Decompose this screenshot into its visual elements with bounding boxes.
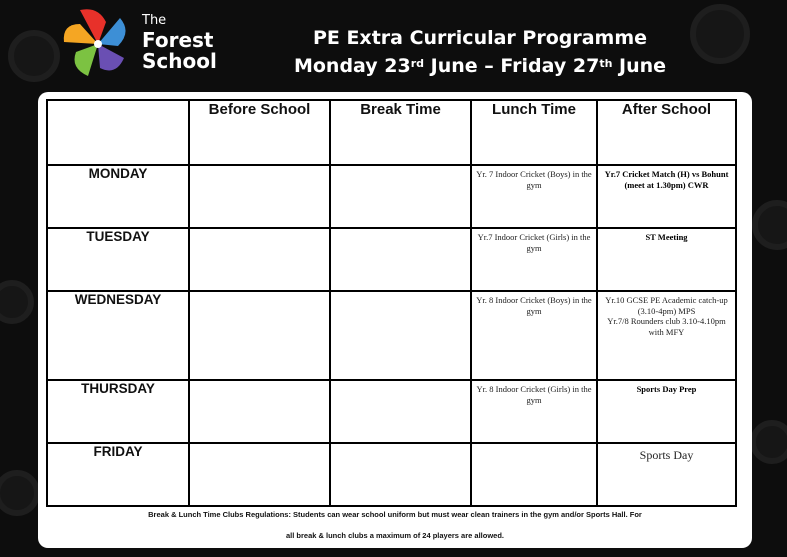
table-row: [47, 165, 736, 228]
day-label: FRIDAY: [47, 443, 189, 506]
after-school-cell: ST Meeting: [597, 228, 736, 291]
lunch-time-cell: Yr. 8 Indoor Cricket (Boys) in the gym: [471, 291, 597, 380]
day-label: MONDAY: [47, 165, 189, 228]
logo-the: The: [142, 13, 167, 28]
title-line1: PE Extra Curricular Programme: [312, 27, 648, 49]
table-row: [47, 291, 736, 380]
before-school-cell: [189, 443, 330, 506]
before-school-cell: [189, 291, 330, 380]
ball-icon: [752, 200, 787, 250]
ball-icon: [750, 420, 787, 464]
logo-text: [142, 14, 217, 72]
day-label: WEDNESDAY: [47, 291, 189, 380]
header-before-school: Before School: [189, 100, 330, 165]
after-school-cell: Sports Day Prep: [597, 380, 736, 443]
day-label: TUESDAY: [47, 228, 189, 291]
break-time-cell: [330, 443, 471, 506]
lunch-time-cell: [471, 443, 597, 506]
lunch-time-cell: Yr.7 Indoor Cricket (Girls) in the gym: [471, 228, 597, 291]
break-time-cell: [330, 228, 471, 291]
title-sup-th: th: [599, 57, 613, 70]
before-school-cell: [189, 165, 330, 228]
break-time-cell: [330, 165, 471, 228]
title-sup-rd: rd: [410, 57, 425, 70]
ball-icon: [0, 280, 34, 324]
lunch-time-cell: Yr. 8 Indoor Cricket (Girls) in the gym: [471, 380, 597, 443]
ball-icon: [0, 470, 40, 516]
after-school-line: Yr.10 GCSE PE Academic catch-up (3.10-4pm) MPS: [605, 295, 728, 316]
after-school-line: Yr.7/8 Rounders club 3.10-4.10pm with MFY: [607, 316, 726, 337]
before-school-cell: [189, 380, 330, 443]
regulations-line2: all break & lunch clubs a maximum of 24 players are allowed.: [285, 531, 504, 540]
header-lunch-time: Lunch Time: [471, 100, 597, 165]
after-school-cell: Sports Day: [597, 443, 736, 506]
header: [0, 0, 787, 92]
header-break-time: Break Time: [330, 100, 471, 165]
regulations-line1: Break & Lunch Time Clubs Regulations: Students can wear school uniform but must wear clean trainers in the gym and/or Sports Hall. For: [148, 510, 642, 519]
before-school-cell: [189, 228, 330, 291]
break-time-cell: [330, 380, 471, 443]
header-after-school: After School: [597, 100, 736, 165]
lunch-time-cell: Yr. 7 Indoor Cricket (Boys) in the gym: [471, 165, 597, 228]
table-row: [47, 443, 736, 506]
logo-forest: Forest: [142, 28, 214, 52]
title-line2: [250, 52, 710, 80]
timetable: [46, 99, 737, 507]
after-school-cell: Yr.7 Cricket Match (H) vs Bohunt (meet at 1.30pm) CWR: [597, 165, 736, 228]
school-logo: [58, 6, 218, 82]
title-date-start: Monday 23: [293, 55, 411, 77]
pinwheel-logo-icon: [58, 6, 138, 82]
regulations-note: [58, 510, 732, 541]
header-corner: [47, 100, 189, 165]
logo-school: School: [142, 49, 217, 73]
break-time-cell: [330, 291, 471, 380]
page-title: [250, 24, 710, 80]
day-label: THURSDAY: [47, 380, 189, 443]
timetable-panel: [38, 92, 752, 548]
table-row: [47, 380, 736, 443]
title-date-mid: June – Friday 27: [424, 55, 600, 77]
after-school-cell: [597, 291, 736, 380]
title-date-end: June: [612, 55, 667, 77]
table-row: [47, 228, 736, 291]
table-header-row: [47, 100, 736, 165]
